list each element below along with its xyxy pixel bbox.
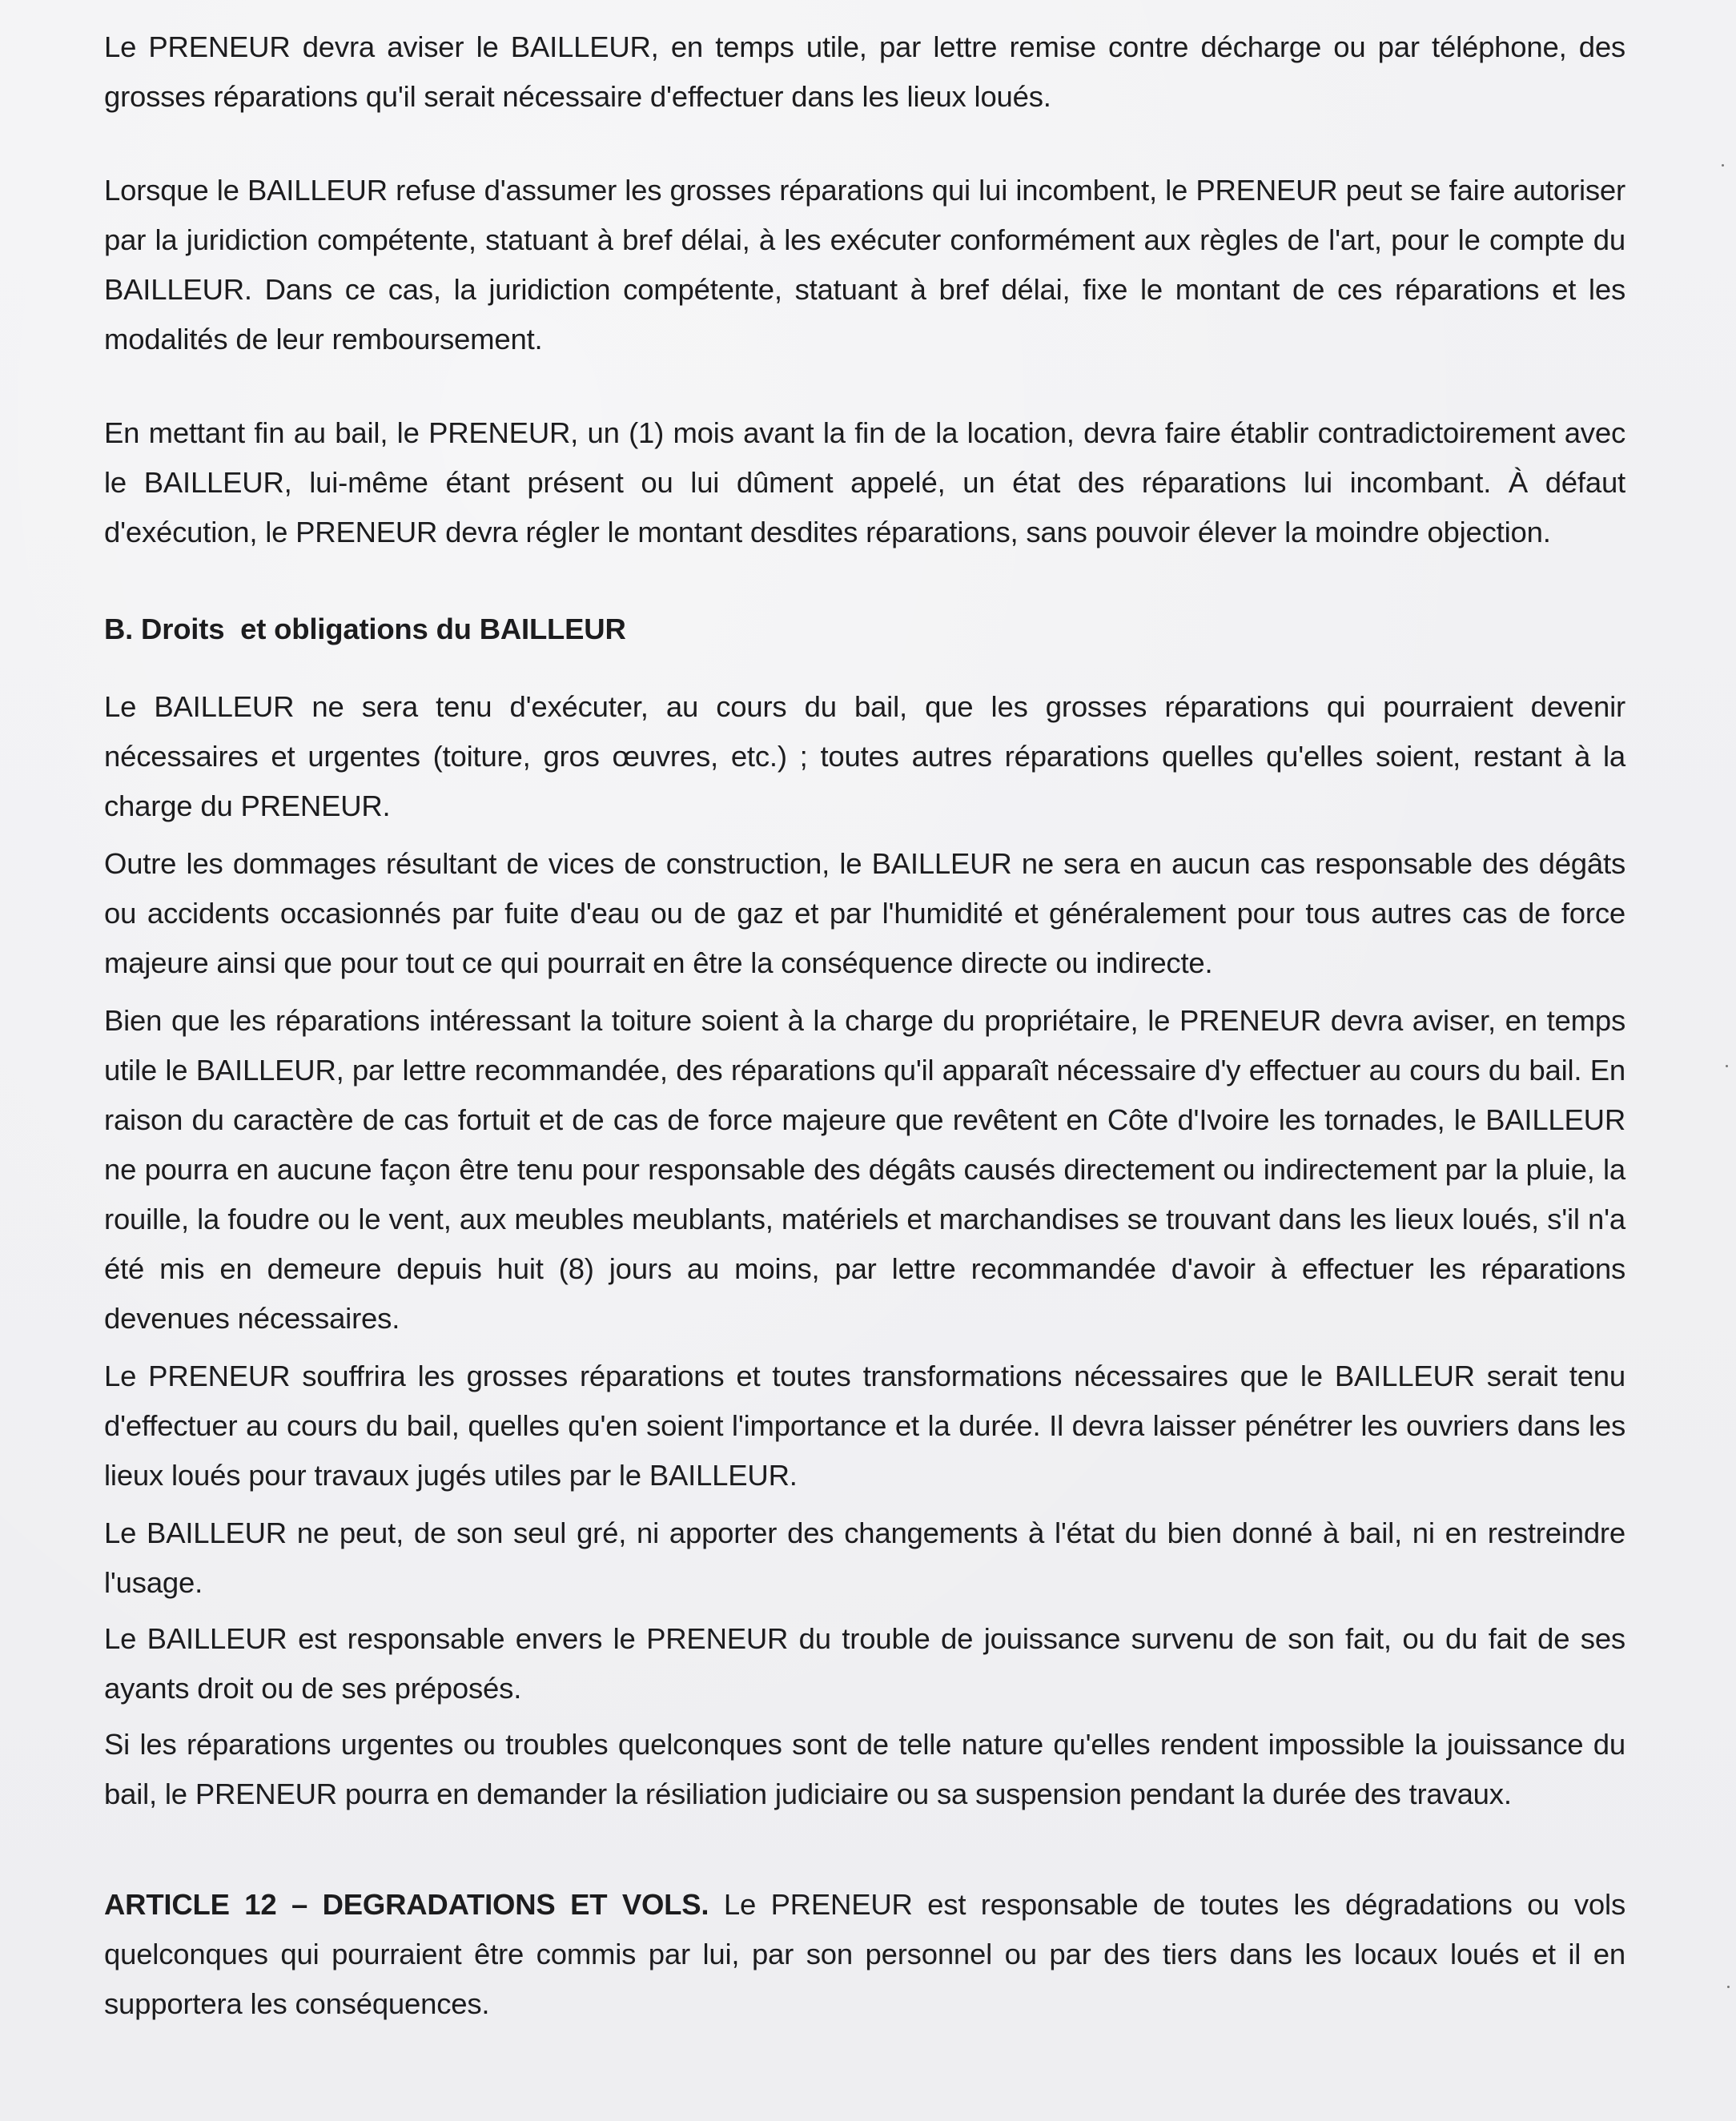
paragraph-transformations: Le PRENEUR souffrira les grosses réparations et toutes transformations nécessaires que le BAILLEUR serait tenu d'effectuer au cours du bail, quelles qu'en soient l'importance et la durée. Il devra laisser pénétrer les ouvriers dans les lieux loués pour travaux jugés utiles par le BAILLEUR. [104, 1360, 1625, 1492]
paragraph-roof-repairs: Bien que les réparations intéressant la toiture soient à la charge du propriétaire, le PRENEUR devra aviser, en temps utile le BAILLEUR, par lettre recommandée, des réparations qu'il apparaît nécessaire d'y effectuer au cours du bail. En raison du caractère de cas fortuit et de cas de force majeure que revêtent en Côte d'Ivoire les tornades, le BAILLEUR ne pourra en aucune façon être tenu pour responsable des dégâts causés directement ou indirectement par la pluie, la rouille, la foudre ou le vent, aux meubles meublants, matériels et marchandises se trouvant dans les lieux loués, s'il n'a été mis en demeure depuis huit (8) jours au moins, par lettre recommandée d'avoir à effectuer les réparations devenues nécessaires. [104, 1004, 1625, 1335]
paragraph-major-repairs: Le BAILLEUR ne sera tenu d'exécuter, au cours du bail, que les grosses réparations qui pourraient devenir nécessaires et urgentes (toiture, gros œuvres, etc.) ; toutes autres réparations quelles qu'elles soient, restant à la charge du PRENEUR. [104, 690, 1625, 822]
paragraph-end-of-lease: En mettant fin au bail, le PRENEUR, un (1) mois avant la fin de la location, devra faire établir contradictoirement avec le BAILLEUR, lui-même étant présent ou lui dûment appelé, un état des réparations lui incombant. À défaut d'exécution, le PRENEUR devra régler le montant desdites réparations, sans pouvoir élever la moindre objection. [104, 416, 1625, 548]
section-heading-bailleur-rights: B. Droits et obligations du BAILLEUR [104, 613, 626, 645]
scan-speck [1726, 1065, 1728, 1067]
article-12-title: ARTICLE 12 – DEGRADATIONS ET VOLS. [104, 1888, 709, 1921]
scan-speck [1722, 164, 1724, 167]
paragraph-construction-defects: Outre les dommages résultant de vices de construction, le BAILLEUR ne sera en aucun cas responsable des dégâts ou accidents occasionnés par fuite d'eau ou de gaz et par l'humidité et généralement pour tous autres cas de force majeure ainsi que pour tout ce qui pourrait en être la conséquence directe ou indirecte. [104, 847, 1625, 979]
paragraph-responsibility: Le BAILLEUR est responsable envers le PRENEUR du trouble de jouissance survenu de son fait, ou du fait de ses ayants droit ou de ses préposés. [104, 1622, 1625, 1705]
paragraph-preneur-notice: Le PRENEUR devra aviser le BAILLEUR, en temps utile, par lettre remise contre décharge ou par téléphone, des grosses réparations qu'il serait nécessaire d'effectuer dans les lieux loués. [104, 30, 1625, 113]
scan-speck [1727, 1986, 1730, 1988]
paragraph-bailleur-refusal: Lorsque le BAILLEUR refuse d'assumer les grosses réparations qui lui incombent, le PRENEUR peut se faire autoriser par la juridiction compétente, statuant à bref délai, à les exécuter conformément aux règles de l'art, pour le compte du BAILLEUR. Dans ce cas, la juridiction compétente, statuant à bref délai, fixe le montant de ces réparations et les modalités de leur remboursement. [104, 174, 1625, 356]
paragraph-no-changes: Le BAILLEUR ne peut, de son seul gré, ni apporter des changements à l'état du bien donné à bail, ni en restreindre l'usage. [104, 1516, 1625, 1599]
article-12-text: Le PRENEUR est responsable de toutes les dégradations ou vols quelconques qui pourraient être commis par lui, par son personnel ou par des tiers dans les locaux loués et il en supportera les conséquences. [104, 1888, 1625, 2020]
paragraph-urgent-repairs: Si les réparations urgentes ou troubles quelconques sont de telle nature qu'elles rendent impossible la jouissance du bail, le PRENEUR pourra en demander la résiliation judiciaire ou sa suspension pendant la durée des travaux. [104, 1728, 1625, 1810]
article-12 [104, 1880, 1625, 2029]
